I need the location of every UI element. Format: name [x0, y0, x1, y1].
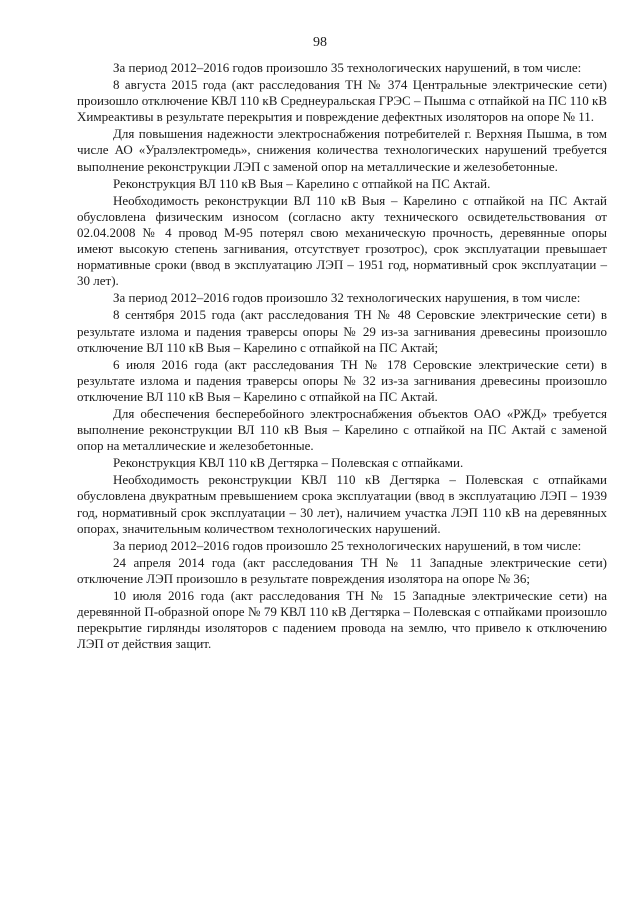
paragraph: Для повышения надежности электроснабжения потребителей г. Верхняя Пышма, в том числе АО «Уралэлектромедь», снижения количества технологических нарушений требуется выполнение реконструкции ЛЭП с заменой опор на металлические и железобетонные.: [77, 126, 607, 174]
paragraph: 6 июля 2016 года (акт расследования ТН № 178 Серовские электрические сети) в результате излома и падения траверсы опоры № 32 из-за загнивания древесины произошло отключение ВЛ 110 кВ Выя – Карелино с отпайкой на ПС Актай.: [77, 356, 607, 404]
paragraph: Необходимость реконструкции КВЛ 110 кВ Дегтярка – Полевская с отпайками обусловлена двукратным превышением срока эксплуатации (ввод в эксплуатацию ЛЭП – 1939 год, нормативный срок эксплуатации – 30 лет), наличием участка ЛЭП 110 кВ на деревянных опорах, значительным количеством технологических нарушений.: [77, 472, 607, 536]
page-number: 98: [313, 35, 327, 50]
paragraph: 8 августа 2015 года (акт расследования ТН № 374 Центральные электрические сети) произошло отключение КВЛ 110 кВ Среднеуральская ГРЭС – Пышма с отпайкой на ПС 110 кВ Химреактивы в результате перекрытия и повреждение дефектных изоляторов на опоре № 11.: [77, 77, 607, 125]
paragraph: 24 апреля 2014 года (акт расследования ТН № 11 Западные электрические сети) отключение ЛЭП произошло в результате повреждения изолятора на опоре № 36;: [77, 554, 607, 586]
body-text: [77, 60, 607, 653]
paragraph: Реконструкция ВЛ 110 кВ Выя – Карелино с отпайкой на ПС Актай.: [113, 175, 491, 191]
paragraph: За период 2012–2016 годов произошло 32 технологических нарушения, в том числе:: [113, 290, 581, 306]
paragraph: Необходимость реконструкции ВЛ 110 кВ Выя – Карелино с отпайкой на ПС Актай обусловлена физическим износом (согласно акту технического освидетельствования от 02.04.2008 № 4 провод М-95 потерял свою механическую прочность, деревянные опоры имеют высокую степень загнивания, отсутствует грозотрос), срок эксплуатации превышает нормативные сроки (ввод в эксплуатацию ЛЭП – 1951 год, нормативный срок эксплуатации – 30 лет).: [77, 192, 607, 289]
paragraph: 10 июля 2016 года (акт расследования ТН № 15 Западные электрические сети) на деревянной П-образной опоре № 79 КВЛ 110 кВ Дегтярка – Полевская с отпайками произошло перекрытие гирлянды изоляторов с падением провода на землю, что привело к отключению ЛЭП от действия защит.: [77, 588, 607, 652]
paragraph: Реконструкция КВЛ 110 кВ Дегтярка – Полевская с отпайками.: [113, 455, 464, 471]
paragraph: За период 2012–2016 годов произошло 25 технологических нарушений, в том числе:: [113, 537, 582, 553]
paragraph: За период 2012–2016 годов произошло 35 технологических нарушений, в том числе:: [113, 60, 582, 75]
paragraph: 8 сентября 2015 года (акт расследования ТН № 48 Серовские электрические сети) в результате излома и падения траверсы опоры № 29 из-за загнивания древесины произошло отключение ВЛ 110 кВ Выя – Карелино с отпайкой на ПС Актай;: [77, 307, 607, 355]
paragraph: Для обеспечения бесперебойного электроснабжения объектов ОАО «РЖД» требуется выполнение реконструкции ВЛ 110 кВ Выя – Карелино с отпайкой на ПС Актай с заменой опор на металлические и железобетонные.: [77, 405, 607, 454]
